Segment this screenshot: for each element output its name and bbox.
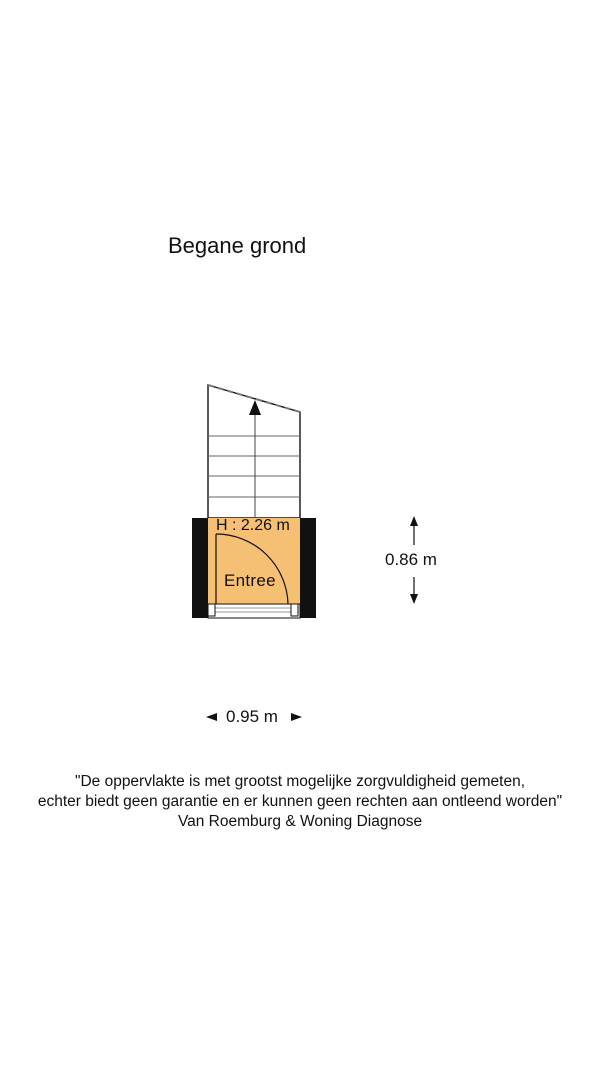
floor-title: Begane grond (168, 233, 307, 258)
staircase (208, 385, 300, 518)
disclaimer-line: "De oppervlakte is met grootst mogelijke zorgvuldigheid gemeten, (74, 773, 526, 790)
room-name: Entree (224, 571, 276, 590)
disclaimer-company: Van Roemburg & Woning Diagnose (177, 813, 423, 830)
wall-left (192, 518, 208, 618)
wall-right (300, 518, 316, 618)
dimension-width-label: 0.95 m (226, 707, 278, 726)
room-height-label: H : 2.26 m (216, 517, 290, 534)
door-threshold (208, 604, 300, 618)
disclaimer (0, 772, 600, 832)
disclaimer-line: echter biedt geen garantie en er kunnen geen rechten aan ontleend worden" (37, 793, 563, 810)
dimension-depth-label: 0.86 m (385, 550, 437, 569)
